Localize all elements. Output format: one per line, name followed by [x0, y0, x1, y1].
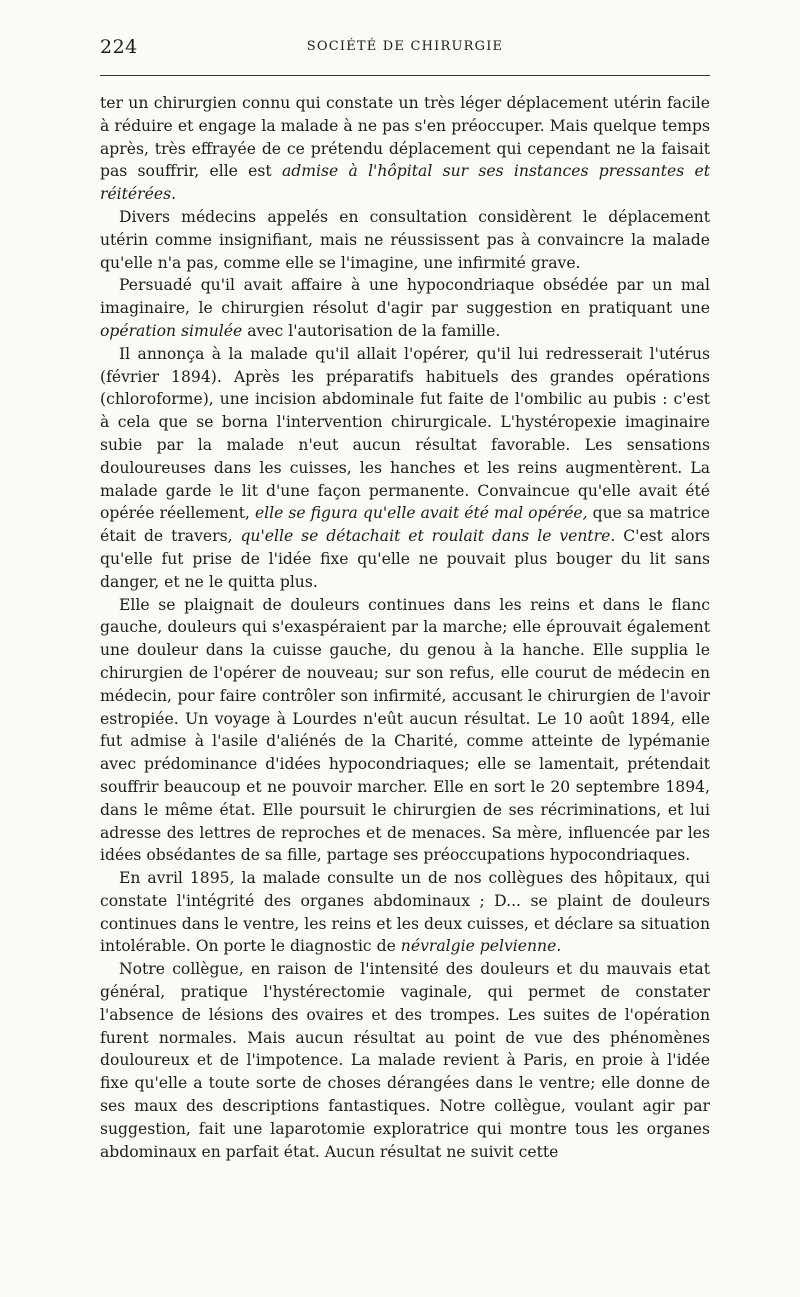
text-run: Elle se plaignait de douleurs continues dans les reins et dans le flanc gauche, douleurs qui s'exaspéraient par la marche; elle éprouvait également une douleur dans la cuisse gauche, du genou à la hanche. Elle supplia le chirurgien de l'opérer de nouveau; sur son refus, elle courut de médecin en médecin, pour faire contrôler son infirmité, accusant le chirurgien de l'avoir estropiée. Un voyage à Lourdes n'eût aucun résultat. Le 10 août 1894, elle fut admise à l'asile d'aliénés de la Charité, comme atteinte de lypémanie avec prédominance d'idées hypocondriaques; elle se lamentait, prétendait souffrir beaucoup et ne pouvoir marcher. Elle en sort le 20 septembre 1894, dans le même état. Elle poursuit le chirurgien de ses récriminations, et lui adresse des lettres de reproches et de menaces. Sa mère, influencée par les idées obsédantes de sa fille, partage ses préoccupations hypocondriaques.: [100, 595, 710, 865]
header-rule: [100, 75, 710, 76]
paragraph: [100, 594, 710, 868]
text-run: En avril 1895, la malade consulte un de nos collègues des hôpitaux, qui constate l'intégrité des organes abdominaux ; D... se plaint de douleurs continues dans le ventre, les reins et les deux cuisses, et déclare sa situation intolérable. On porte le diagnostic de: [100, 869, 710, 956]
body-text: [100, 92, 710, 1163]
paragraph: [100, 92, 710, 206]
page-header: [100, 30, 710, 66]
text-run: Il annonça à la malade qu'il allait l'opérer, qu'il lui redresserait l'utérus (février 1894). Après les préparatifs habituels des grandes opérations (chloroforme), une incision abdominale fut faite de l'ombilic au pubis : c'est à cela que se borna l'intervention chirurgicale. L'hystéropexie imaginaire subie par la malade n'eut aucun résultat favorable. Les sensations douloureuses dans les cuisses, les hanches et les reins augmentèrent. La malade garde le lit d'une façon permanente. Convaincue qu'elle avait été opérée réellement,: [100, 344, 710, 523]
page-number: 224: [100, 36, 138, 58]
italic-text: névralgie pelvienne.: [400, 937, 562, 956]
paragraph: [100, 206, 710, 274]
text-run: C'est alors qu'elle fut prise de l'idée fixe qu'elle ne pouvait plus bouger du lit sans danger, et ne le quitta plus.: [100, 527, 710, 591]
text-run: Divers médecins appelés en consultation considèrent le déplacement utérin comme insignifiant, mais ne réussissent pas à convaincre la malade qu'elle n'a pas, comme elle se l'imagine, une infirmité grave.: [100, 207, 710, 272]
italic-text: elle se figura qu'elle avait été mal opérée,: [254, 504, 588, 523]
paragraph: [100, 274, 710, 342]
running-title: SOCIÉTÉ DE CHIRURGIE: [306, 39, 504, 54]
text-run: Notre collègue, en raison de l'intensité des douleurs et du mauvais etat général, pratique l'hystérectomie vaginale, qui permet de constater l'absence de lésions des ovaires et des trompes. Les suites de l'opération furent normales. Mais aucun résultat au point de vue des phénomènes douloureux et de l'impotence. La malade revient à Paris, en proie à l'idée fixe qu'elle a toute sorte de choses dérangées dans le ventre; elle donne de ses maux des descriptions fantastiques. Notre collègue, voulant agir par suggestion, fait une laparotomie exploratrice qui montre tous les organes abdominaux en parfait état. Aucun résultat ne suivit cette: [100, 960, 710, 1161]
paragraph: [100, 958, 710, 1163]
text-run: avec l'autorisation de la famille.: [242, 321, 501, 340]
italic-text: admise à l'hôpital sur ses instances pressantes et réitérées.: [100, 162, 710, 204]
italic-text: opération simulée: [100, 321, 243, 340]
paragraph: [100, 343, 710, 594]
text-run: ter un chirurgien connu qui constate un très léger déplacement utérin facile à réduire et engage la malade à ne pas s'en préoccuper. Mais quelque temps après, très effrayée de ce prétendu déplacement qui cependant ne la faisait pas souffrir, elle est: [100, 94, 710, 181]
text-run: que sa matrice était de travers,: [100, 504, 710, 546]
page: [100, 30, 710, 1161]
text-run: Persuadé qu'il avait affaire à une hypocondriaque obsédée par un mal imaginaire, le chirurgien résolut d'agir par suggestion en pratiquant une: [100, 276, 710, 318]
italic-text: qu'elle se détachait et roulait dans le ventre.: [240, 527, 616, 546]
paragraph: [100, 867, 710, 958]
